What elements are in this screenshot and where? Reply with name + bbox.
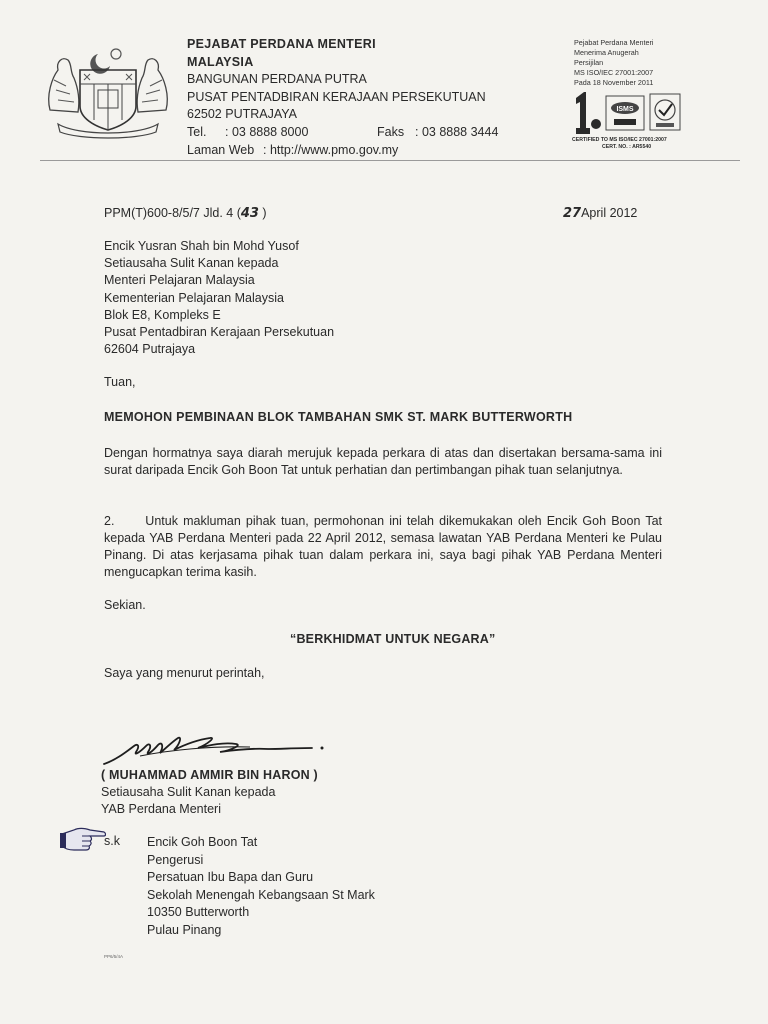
- cc-line: Persatuan Ibu Bapa dan Guru: [147, 870, 314, 884]
- tel-label: Tel.: [187, 124, 207, 139]
- signer-title-2: YAB Perdana Menteri: [101, 802, 221, 816]
- cert-line-5: Pada 18 November 2011: [574, 78, 654, 87]
- handwritten-signature: [100, 726, 340, 772]
- cert-line-2: Menerima Anugerah: [574, 48, 639, 57]
- certification-footer: [572, 137, 667, 150]
- certification-text: [574, 38, 694, 88]
- letter-date: [563, 206, 637, 221]
- letterhead-divider: [40, 160, 740, 161]
- cc-line: Pulau Pinang: [147, 922, 222, 937]
- body-paragraph-1: Dengan hormatnya saya diarah merujuk kepada perkara di atas dan disertakan bersama-sama ini surat daripada Encik Goh Boon Tat untuk perhatian dan pertimbangan pihak tuan selanjutnya.: [104, 446, 662, 477]
- cert-line-4: MS ISO/IEC 27001:2007: [574, 68, 654, 77]
- footnote-code: PP6/5/4A: [104, 954, 124, 959]
- subject-line: MEMOHON PEMBINAAN BLOK TAMBAHAN SMK ST. MARK BUTTERWORTH: [104, 410, 573, 424]
- cc-line: Pengerusi: [147, 852, 204, 867]
- signer-title-1: Setiausaha Sulit Kanan kepada: [101, 785, 276, 799]
- cc-recipient: [147, 834, 375, 939]
- signer-block: [101, 767, 318, 818]
- salutation: Tuan,: [104, 375, 136, 389]
- recipient-line: Pusat Pentadbiran Kerajaan Persekutuan: [104, 325, 335, 340]
- recipient-line: Menteri Pelajaran Malaysia: [104, 273, 255, 288]
- recipient-line: Setiausaha Sulit Kanan kepada: [104, 256, 279, 271]
- web-value: : http://www.pmo.gov.my: [263, 142, 399, 157]
- cc-line: Encik Goh Boon Tat: [147, 835, 258, 849]
- cert-line-1: Pejabat Perdana Menteri: [574, 38, 654, 47]
- fax-value: : 03 8888 3444: [415, 124, 499, 139]
- cert-line-3: Persijilan: [574, 58, 604, 67]
- letterhead-postcode: 62502 PUTRAJAYA: [187, 107, 298, 122]
- isms-logo-label: ISMS: [616, 106, 634, 113]
- letterhead: [187, 36, 498, 159]
- ref-handwritten-number: 43: [240, 206, 259, 221]
- pointing-hand-icon: [60, 824, 106, 854]
- cc-line: Sekolah Menengah Kebangsaan St Mark: [147, 887, 375, 902]
- letterhead-building: BANGUNAN PERDANA PUTRA: [187, 72, 367, 87]
- web-label: Laman Web: [187, 142, 255, 157]
- sekian: Sekian.: [104, 598, 146, 612]
- letterhead-centre: PUSAT PENTADBIRAN KERAJAAN PERSEKUTUAN: [187, 89, 486, 104]
- letterhead-website: [187, 142, 498, 160]
- letterhead-phone-fax: [187, 124, 498, 142]
- ref-prefix: PPM(T)600-8/5/7 Jld. 4 (: [104, 206, 241, 220]
- cert-footer-2: CERT. NO. : AR5540: [602, 143, 652, 150]
- recipient-line: Encik Yusran Shah bin Mohd Yusof: [104, 239, 299, 253]
- letterhead-country: MALAYSIA: [187, 54, 254, 69]
- isms-certification-logo-icon: [574, 88, 694, 136]
- closing-line: Saya yang menurut perintah,: [104, 666, 265, 680]
- cert-footer-1: CERTIFIED TO MS ISO/IEC 27001:2007: [572, 137, 667, 143]
- date-handwritten-day: 27: [563, 206, 582, 221]
- tel-value: : 03 8888 8000: [225, 124, 309, 139]
- body-paragraph-2: 2. Untuk makluman pihak tuan, permohonan ini telah dikemukakan oleh Encik Goh Boon Tat kepada YAB Perdana Menteri pada 22 April 2012, semasa lawatan YAB Perdana Menteri ke Pulau Pinang. Di atas kerjasama pihak tuan dalam perkara ini, saya bagi pihak YAB Perdana Menteri mengucapkan terima kasih.: [104, 514, 662, 579]
- fax-label: Faks: [377, 124, 405, 139]
- signer-name: ( MUHAMMAD AMMIR BIN HARON ): [101, 768, 318, 782]
- date-month-year: April 2012: [581, 206, 638, 220]
- cc-label: s.k: [104, 834, 120, 848]
- letterhead-office: PEJABAT PERDANA MENTERI: [187, 37, 376, 51]
- recipient-line: 62604 Putrajaya: [104, 342, 196, 357]
- ref-suffix: ): [258, 206, 267, 220]
- cc-line: 10350 Butterworth: [147, 905, 250, 919]
- motto: “BERKHIDMAT UNTUK NEGARA”: [290, 632, 496, 646]
- recipient-line: Kementerian Pelajaran Malaysia: [104, 290, 284, 305]
- recipient-line: Blok E8, Kompleks E: [104, 307, 221, 322]
- malaysia-coat-of-arms-icon: [44, 40, 172, 140]
- reference-number: [104, 206, 267, 221]
- recipient-address: [104, 238, 334, 358]
